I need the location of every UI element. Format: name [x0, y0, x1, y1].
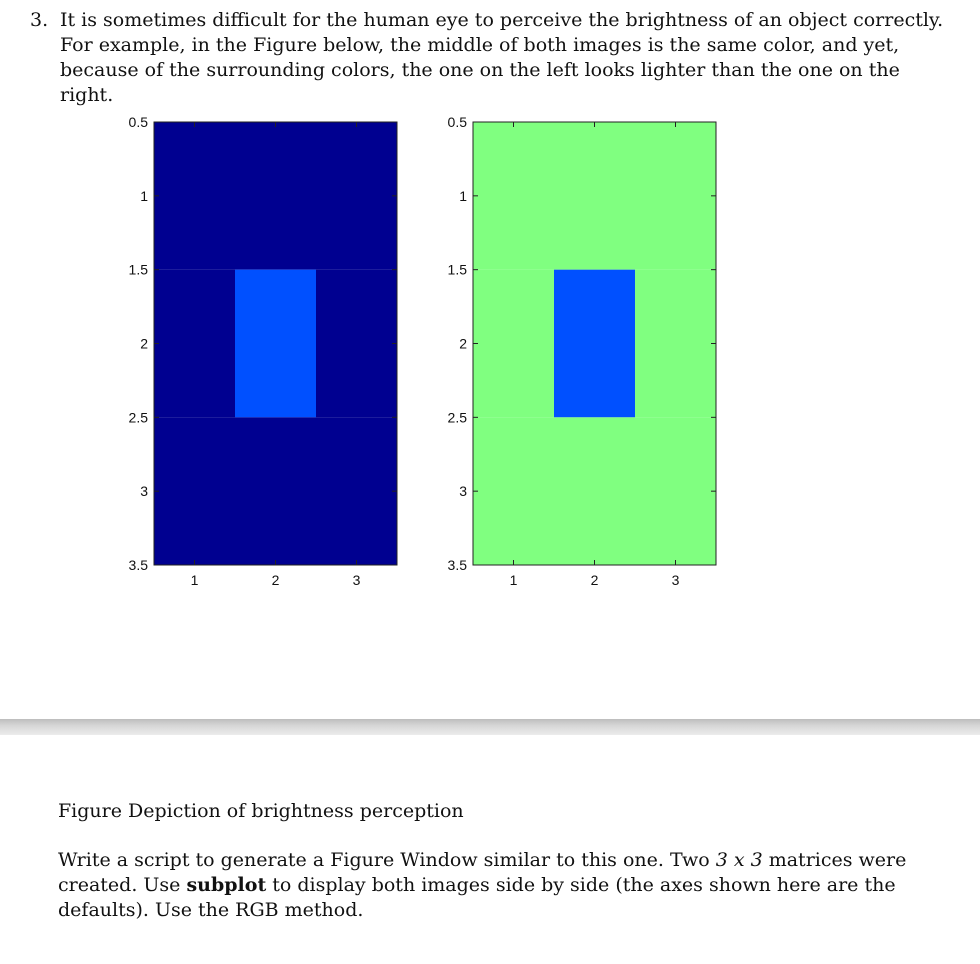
- instructions-part3: to display both images side by side (the axes shown here are the defaults). Use the RGB method.: [58, 874, 896, 921]
- left-image-cell-r2c2: [235, 270, 316, 418]
- left-image-cell-r3c3: [316, 417, 397, 565]
- left-image-ytick-label: 2.5: [128, 409, 148, 426]
- left-image-xtick-label: 2: [271, 572, 280, 588]
- instructions-paragraph: [58, 848, 938, 923]
- figure-caption: Figure Depiction of brightness perception: [58, 800, 464, 822]
- right-image-ytick-label: 1: [459, 187, 467, 204]
- right-image-cell-r2c1: [473, 270, 554, 418]
- right-image-ytick-label: 3: [459, 483, 467, 500]
- question-number: 3.: [30, 9, 49, 31]
- right-image-cell-r3c2: [554, 417, 635, 565]
- left-image-ytick-label: 2: [140, 335, 148, 352]
- left-image-cell-r2c3: [316, 270, 397, 418]
- instructions-part2: matrices were created. Use: [58, 849, 907, 896]
- matrix-size: 3 x 3: [715, 849, 763, 871]
- right-image-xtick-label: 2: [590, 572, 599, 588]
- left-image-ytick-label: 0.5: [128, 114, 148, 130]
- right-image-cell-r3c3: [635, 417, 716, 565]
- right-image-cell-r2c2: [554, 270, 635, 418]
- right-image-cell-r3c1: [473, 417, 554, 565]
- subplot-command: subplot: [186, 874, 267, 896]
- left-image-cell-r3c1: [154, 417, 235, 565]
- left-image-xtick-label: 1: [190, 572, 199, 588]
- left-image-cell-r1c1: [154, 122, 235, 270]
- page-divider: [0, 719, 980, 735]
- left-image-ytick-label: 3.5: [128, 557, 148, 573]
- right-image-cell-r2c3: [635, 270, 716, 418]
- right-image-ytick-label: 2.5: [447, 409, 467, 426]
- instructions-part1: Write a script to generate a Figure Window similar to this one. Two: [58, 849, 716, 871]
- right-image-ytick-label: 0.5: [447, 114, 467, 130]
- right-image-ytick-label: 1.5: [447, 261, 467, 278]
- left-image-ytick-label: 3: [140, 483, 148, 500]
- right-image-ytick-label: 3.5: [447, 557, 467, 573]
- left-image-xtick-label: 3: [352, 572, 361, 588]
- right-image-xtick-label: 3: [671, 572, 680, 588]
- right-image-cell-r1c1: [473, 122, 554, 270]
- question-text: It is sometimes difficult for the human eye to perceive the brightness of an object correctly. For example, in the Figure below, the middle of both images is the same color, and yet, because of the surrounding colors, the one on the left looks lighter than the one on the right.: [60, 9, 944, 106]
- left-image-cell-r1c3: [316, 122, 397, 270]
- right-image-ytick-label: 2: [459, 335, 467, 352]
- left-image-cell-r2c1: [154, 270, 235, 418]
- left-image-ytick-label: 1: [140, 187, 148, 204]
- left-image-cell-r1c2: [235, 122, 316, 270]
- right-image-cell-r1c3: [635, 122, 716, 270]
- left-image-cell-r3c2: [235, 417, 316, 565]
- right-image-cell-r1c2: [554, 122, 635, 270]
- left-image-ytick-label: 1.5: [128, 261, 148, 278]
- right-image-xtick-label: 1: [509, 572, 518, 588]
